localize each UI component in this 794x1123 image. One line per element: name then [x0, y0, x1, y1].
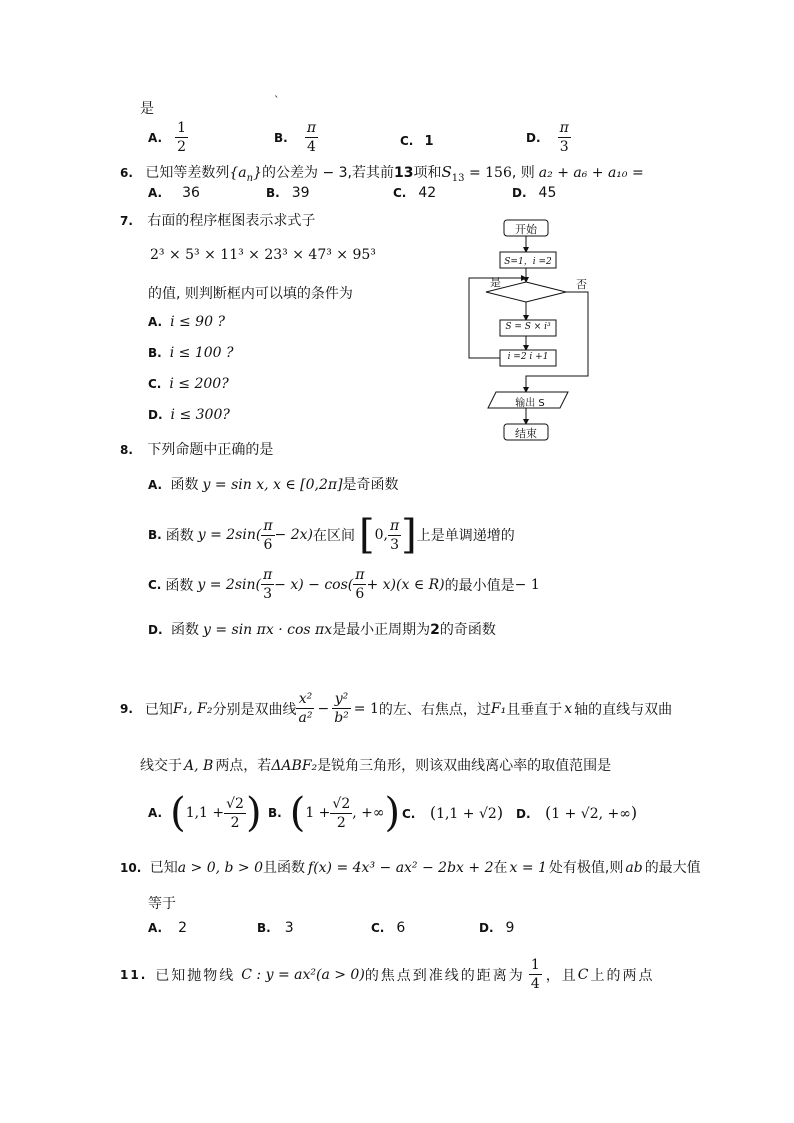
q10-option-d — [479, 920, 514, 936]
option-value: 36 — [182, 185, 200, 201]
fraction: $\frac{1}{4}$ — [530, 957, 540, 992]
option-value: 39 — [291, 185, 310, 201]
paren: ( — [544, 803, 552, 822]
math: − — [317, 700, 330, 717]
math: x = 1 — [509, 860, 547, 876]
math: 1,1 + √2 — [436, 806, 497, 822]
math: − 2x) — [274, 527, 313, 543]
text: 右面的程序框图表示求式子 — [147, 213, 316, 229]
math: A, B — [184, 758, 214, 774]
option-label: B. — [148, 346, 162, 360]
option-label: D. — [148, 623, 163, 637]
flow-end: 结束 — [515, 427, 537, 440]
q10-stem-2: 等于 — [148, 896, 176, 912]
text: 函数 — [165, 577, 194, 594]
text: 已知 — [144, 701, 173, 718]
text: 上的两点 — [590, 967, 655, 984]
math: ΔABF₂ — [271, 758, 318, 774]
q6-stem — [120, 162, 644, 184]
text: 分别是双曲线 — [212, 701, 297, 718]
option-label: A. — [148, 806, 163, 820]
fraction: $\frac{√2}{2}$ — [226, 795, 244, 831]
option-value: 1 — [424, 134, 434, 149]
flow-init: S=1，i =2 — [504, 257, 552, 267]
q5-option-d — [526, 119, 571, 156]
text: 函数 — [170, 622, 199, 638]
text: 已知抛物线 — [155, 967, 236, 984]
fraction: $\frac{\pi}{3}$ — [559, 120, 569, 155]
option-value: 2 — [178, 920, 187, 936]
q9-option-a — [148, 790, 262, 836]
q7-stem-2: 的值, 则判断框内可以填的条件为 — [148, 286, 353, 302]
q9-stem-2 — [140, 755, 611, 775]
math: y = sin x, x ∈ [0,2π] — [202, 477, 343, 493]
option-label: A. — [148, 131, 163, 145]
paren: ) — [496, 803, 504, 822]
fraction: $\frac{\text{x²}}{\text{a²}}$ — [298, 691, 313, 726]
text: 已知 — [149, 860, 178, 876]
q6-option-b — [266, 185, 310, 201]
q9-option-c — [402, 803, 503, 822]
paren: ( — [170, 790, 186, 836]
math: S — [441, 163, 452, 181]
text: 的左、右焦点，过 — [378, 701, 491, 718]
text: 轴的直线与双曲 — [574, 701, 673, 718]
text: 是最小正周期为 — [332, 622, 431, 638]
math: = 156 — [464, 165, 512, 181]
q5-option-b — [274, 119, 318, 156]
q5-option-c — [400, 130, 434, 149]
option-label: C. — [393, 186, 407, 200]
bracket: ] — [401, 512, 417, 558]
question-number: 9. — [120, 701, 133, 716]
math: 1 + √2, +∞ — [551, 806, 631, 822]
math: } — [253, 165, 263, 181]
option-value: 6 — [396, 920, 406, 936]
math: , +∞ — [352, 805, 385, 821]
paren: ) — [384, 790, 401, 836]
text: 的焦点到准线的距离为 — [364, 967, 525, 984]
text: 线交于 — [140, 758, 182, 774]
math: a₂ + a₆ + a₁₀ = — [538, 165, 644, 181]
q8-option-a — [148, 474, 399, 494]
math: a > 0, b > 0 — [177, 860, 264, 876]
option-label: C. — [148, 577, 162, 592]
text: 的奇函数 — [439, 622, 496, 638]
math: F₁ — [490, 700, 507, 717]
option-label: C. — [148, 377, 162, 391]
flow-yes: 是 — [490, 276, 501, 289]
flow-body: S = S × i³ — [505, 322, 551, 332]
option-label: C. — [400, 134, 414, 148]
fraction: $\frac{\pi}{6}$ — [263, 517, 273, 553]
q10-option-b — [257, 920, 294, 936]
math: {a — [229, 165, 247, 181]
option-label: B. — [266, 186, 280, 200]
text: 下列命题中正确的是 — [147, 442, 274, 458]
q5-tail: 是 — [140, 101, 154, 117]
q8-option-d — [148, 619, 496, 639]
q11-stem — [120, 956, 654, 993]
text: 处有极值,则 — [548, 860, 624, 876]
option-label: B. — [257, 921, 271, 935]
flow-output: 输出 S — [515, 398, 545, 409]
math: 0, — [374, 527, 388, 543]
option-label: C. — [402, 807, 416, 821]
text: 是锐角三角形，则该双曲线离心率的取值范围是 — [317, 758, 612, 774]
q10-stem — [120, 857, 701, 877]
q7-option-c — [148, 376, 229, 392]
math: F₁, F₂ — [172, 700, 213, 717]
math: x — [564, 700, 573, 717]
q7-stem — [120, 210, 315, 230]
option-label: D. — [479, 921, 494, 935]
q6-option-c — [393, 185, 436, 201]
text: 在区间 — [312, 528, 355, 544]
text: 2 — [430, 622, 440, 638]
text: 函数 — [170, 477, 199, 493]
text: 函数 — [165, 528, 194, 544]
text: 上是单调递增的 — [416, 528, 515, 544]
q9-stem — [120, 690, 672, 727]
math: − 1 — [514, 576, 540, 593]
q10-option-a — [148, 920, 187, 936]
question-number: 7. — [120, 214, 133, 228]
option-label: A. — [148, 315, 163, 329]
option-value: 45 — [538, 185, 557, 201]
text: 的公差为 − 3,若其前 — [262, 165, 395, 181]
fraction: $\frac{\pi}{3}$ — [389, 517, 400, 553]
q9-option-b — [268, 790, 400, 836]
option-value: 42 — [418, 185, 437, 201]
text: 且函数 — [263, 860, 306, 876]
math: ab — [625, 860, 643, 876]
option-label: B. — [148, 528, 162, 542]
flow-start: 开始 — [515, 223, 537, 236]
math: C — [577, 966, 591, 983]
fraction: $\frac{√2}{2}$ — [332, 795, 351, 831]
text: 13 — [394, 165, 414, 181]
q5-mark: ` — [274, 94, 280, 107]
q10-option-c — [371, 920, 405, 936]
paren: ( — [289, 790, 306, 836]
fraction: $\frac{\pi}{3}$ — [262, 567, 273, 602]
math: C : y = ax²(a > 0) — [241, 966, 365, 983]
text: 是奇函数 — [342, 477, 399, 493]
option-label: B. — [268, 806, 282, 820]
option-label: B. — [274, 131, 288, 145]
paren: ( — [429, 803, 437, 822]
text: , 则 — [511, 165, 535, 181]
option-value: 9 — [505, 920, 515, 936]
math: 1,1 + — [185, 805, 225, 821]
math: y = 2sin( — [197, 527, 262, 543]
option-label: D. — [512, 186, 527, 200]
option-label: C. — [371, 921, 385, 935]
option-label: A. — [148, 186, 163, 200]
option-label: D. — [148, 408, 163, 422]
q6-option-a — [148, 185, 200, 201]
q7-option-b — [148, 345, 234, 361]
math: + x)(x ∈ R) — [366, 576, 445, 593]
flowchart — [460, 216, 610, 446]
math: = 1 — [353, 700, 379, 717]
q5-option-a — [148, 119, 188, 156]
q8-stem — [120, 439, 273, 459]
text: 已知等差数列 — [145, 165, 230, 181]
fraction: $\frac{\text{y²}}{\text{b²}}$ — [334, 691, 349, 726]
option-value: i ≤ 200? — [169, 376, 229, 392]
q7-option-a — [148, 314, 225, 330]
flow-no: 否 — [576, 278, 587, 291]
text: 在 — [493, 860, 508, 876]
text: 两点，若 — [215, 758, 272, 774]
fraction: $\frac{\pi}{6}$ — [355, 567, 365, 602]
q8-option-c — [148, 566, 540, 603]
text: ，且 — [545, 967, 578, 984]
option-label: A. — [148, 921, 163, 935]
math: y = 2sin( — [197, 576, 261, 593]
fraction: $\frac{1}{2}$ — [177, 120, 187, 155]
math: 13 — [451, 172, 465, 184]
q6-option-d — [512, 185, 556, 201]
option-value: i ≤ 300? — [170, 407, 230, 423]
q7-formula: 2³ × 5³ × 11³ × 23³ × 47³ × 95³ — [150, 247, 376, 263]
question-number: 11. — [120, 967, 148, 982]
question-number: 10. — [120, 861, 142, 875]
bracket: [ — [358, 512, 375, 558]
math: n — [246, 172, 254, 184]
option-value: i ≤ 100 ? — [169, 345, 234, 361]
flow-update: i =2 i +1 — [507, 352, 549, 362]
q9-option-d — [516, 803, 637, 822]
q8-option-b — [148, 512, 515, 558]
question-number: 6. — [120, 166, 133, 180]
fraction: $\frac{\pi}{4}$ — [306, 120, 317, 155]
text: 的最小值是 — [444, 577, 515, 594]
q7-option-d — [148, 407, 230, 423]
question-number: 8. — [120, 443, 133, 457]
option-label: D. — [516, 807, 531, 821]
math: f(x) = 4x³ − ax² − 2bx + 2 — [308, 860, 494, 876]
text: 且垂直于 — [506, 701, 563, 718]
option-label: A. — [148, 478, 163, 492]
paren: ) — [630, 803, 638, 822]
text: 项和 — [413, 165, 442, 181]
math: y = sin πx · cos πx — [202, 622, 333, 638]
math: − x) − cos( — [274, 576, 354, 593]
text: 的最大值 — [644, 860, 701, 876]
math: 1 + — [305, 805, 331, 821]
paren: ) — [245, 790, 262, 836]
option-label: D. — [526, 131, 541, 145]
option-value: 3 — [284, 920, 294, 936]
option-value: i ≤ 90 ? — [170, 314, 225, 330]
